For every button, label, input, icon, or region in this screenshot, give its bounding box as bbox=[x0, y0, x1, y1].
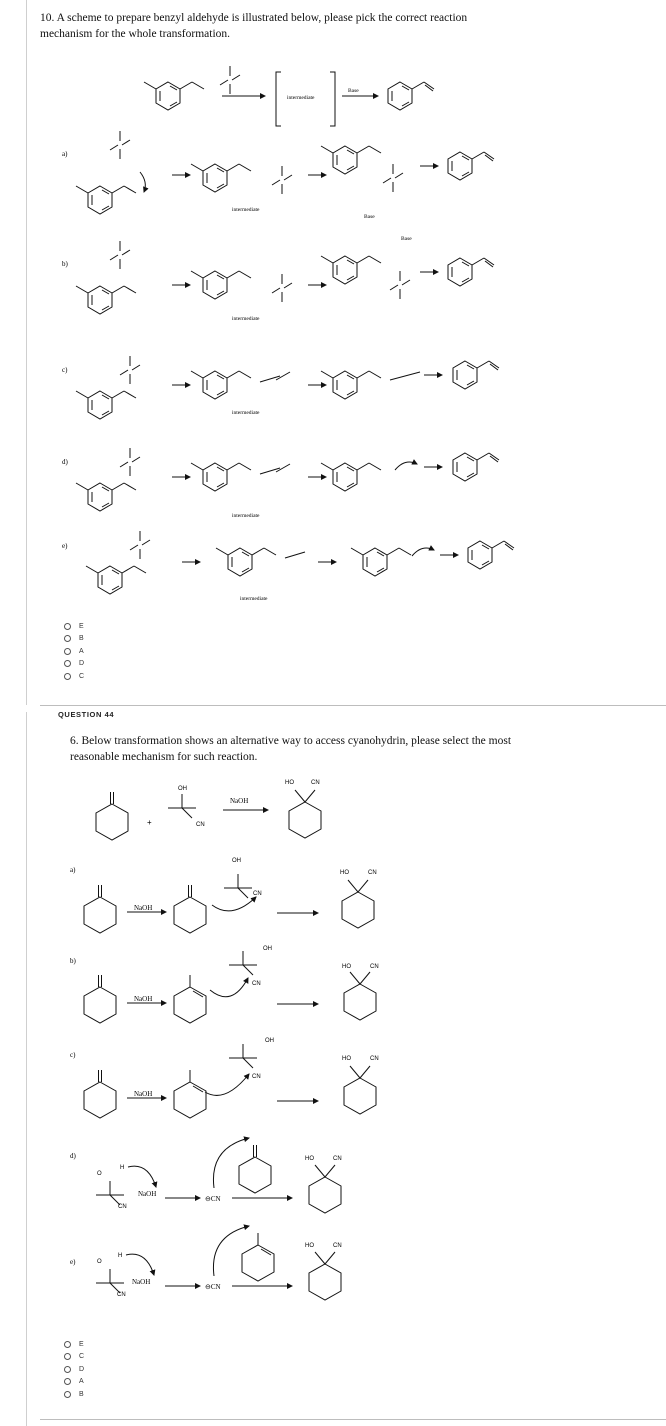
scheme-base-label: Base bbox=[348, 88, 359, 94]
reagent-label: NaOH bbox=[134, 995, 153, 1003]
atom-label: CN bbox=[370, 1056, 379, 1062]
reagent-label: NaOH bbox=[134, 904, 153, 912]
question-prompt-line: 10. A scheme to prepare benzyl aldehyde is illustrated below, please pick the correct reaction bbox=[40, 12, 468, 24]
mechanism-option-d bbox=[70, 1138, 342, 1213]
option-letter: b) bbox=[70, 957, 76, 965]
mechanism-option-b bbox=[70, 946, 379, 1023]
answer-option-label: B bbox=[79, 1390, 84, 1398]
atom-label: HO bbox=[342, 964, 351, 970]
atom-label: O bbox=[97, 1259, 102, 1265]
radio-button[interactable] bbox=[64, 1378, 71, 1385]
cyanide-anion-label: ⊖CN bbox=[205, 1195, 221, 1203]
atom-label: HO bbox=[342, 1056, 351, 1062]
radio-button[interactable] bbox=[64, 1353, 71, 1360]
atom-label: H bbox=[118, 1253, 123, 1259]
option-letter: c) bbox=[62, 366, 68, 374]
option-letter: d) bbox=[62, 458, 68, 466]
base-label: Base bbox=[364, 214, 375, 220]
intermediate-label: intermediate bbox=[232, 513, 260, 519]
question-prompt-line: mechanism for the whole transformation. bbox=[40, 28, 231, 40]
option-letter: a) bbox=[62, 150, 68, 158]
intermediate-label: intermediate bbox=[232, 410, 260, 416]
answer-option[interactable] bbox=[64, 1363, 84, 1376]
scheme-intermediate-label: intermediate bbox=[287, 95, 315, 101]
mechanism-option-a bbox=[70, 858, 377, 933]
mechanism-option-e bbox=[70, 1226, 342, 1300]
atom-label: HO bbox=[305, 1243, 314, 1249]
answer-option-label: C bbox=[79, 672, 85, 680]
atom-label: OH bbox=[263, 946, 272, 952]
option-letter: b) bbox=[62, 260, 68, 268]
question-header: QUESTION 44 bbox=[58, 710, 115, 719]
option-letter: c) bbox=[70, 1051, 76, 1059]
atom-label: HO bbox=[285, 780, 294, 786]
reagent-label: NaOH bbox=[230, 797, 249, 805]
atom-label: CN bbox=[117, 1292, 126, 1298]
answer-options bbox=[64, 1338, 84, 1401]
atom-label: CN bbox=[311, 780, 320, 786]
option-letter: d) bbox=[70, 1152, 76, 1160]
radio-button[interactable] bbox=[64, 1341, 71, 1348]
intermediate-label: intermediate bbox=[232, 207, 260, 213]
atom-label: HO bbox=[305, 1156, 314, 1162]
intermediate-label: intermediate bbox=[232, 316, 260, 322]
reagent-label: NaOH bbox=[134, 1090, 153, 1098]
reagent-label: NaOH bbox=[132, 1278, 151, 1286]
answer-option[interactable] bbox=[64, 1338, 84, 1351]
mechanism-option-c bbox=[70, 1038, 379, 1118]
atom-label: CN bbox=[118, 1204, 127, 1210]
atom-label: CN bbox=[333, 1156, 342, 1162]
atom-label: CN bbox=[252, 1074, 261, 1080]
atom-label: CN bbox=[368, 870, 377, 876]
option-letter: e) bbox=[70, 1258, 76, 1266]
intermediate-label: intermediate bbox=[240, 596, 268, 602]
option-letter: e) bbox=[62, 542, 68, 550]
base-label: Base bbox=[401, 236, 412, 242]
answer-option[interactable] bbox=[64, 1351, 84, 1364]
answer-option[interactable] bbox=[64, 1388, 84, 1401]
option-letter: a) bbox=[70, 866, 76, 874]
atom-label: CN bbox=[370, 964, 379, 970]
reagent-label: NaOH bbox=[138, 1190, 157, 1198]
answer-option-label: A bbox=[79, 1378, 84, 1386]
atom-label: OH bbox=[265, 1038, 274, 1044]
cyanide-anion-label: ⊖CN bbox=[205, 1283, 221, 1291]
atom-label: OH bbox=[232, 858, 241, 864]
answer-option-label: D bbox=[79, 660, 85, 668]
question-prompt-line: reasonable mechanism for such reaction. bbox=[70, 751, 258, 763]
atom-label: CN bbox=[196, 822, 205, 828]
answer-option-label: A bbox=[79, 647, 84, 655]
answer-option-label: D bbox=[79, 1365, 85, 1373]
atom-label: O bbox=[97, 1171, 102, 1177]
atom-label: OH bbox=[178, 786, 187, 792]
radio-button[interactable] bbox=[64, 1391, 71, 1398]
atom-label: CN bbox=[252, 981, 261, 987]
atom-label: HO bbox=[340, 870, 349, 876]
answer-option-label: E bbox=[79, 622, 84, 630]
radio-button[interactable] bbox=[64, 1366, 71, 1373]
atom-label: CN bbox=[253, 891, 262, 897]
plus-sign: + bbox=[147, 818, 152, 827]
answer-option-label: C bbox=[79, 1353, 85, 1361]
answer-option-label: E bbox=[79, 1340, 84, 1348]
atom-label: H bbox=[120, 1165, 125, 1171]
answer-option[interactable] bbox=[64, 1376, 84, 1389]
atom-label: CN bbox=[333, 1243, 342, 1249]
answer-option-label: B bbox=[79, 635, 84, 643]
question-prompt-line: 6. Below transformation shows an alternative way to access cyanohydrin, please select the most bbox=[70, 735, 512, 747]
